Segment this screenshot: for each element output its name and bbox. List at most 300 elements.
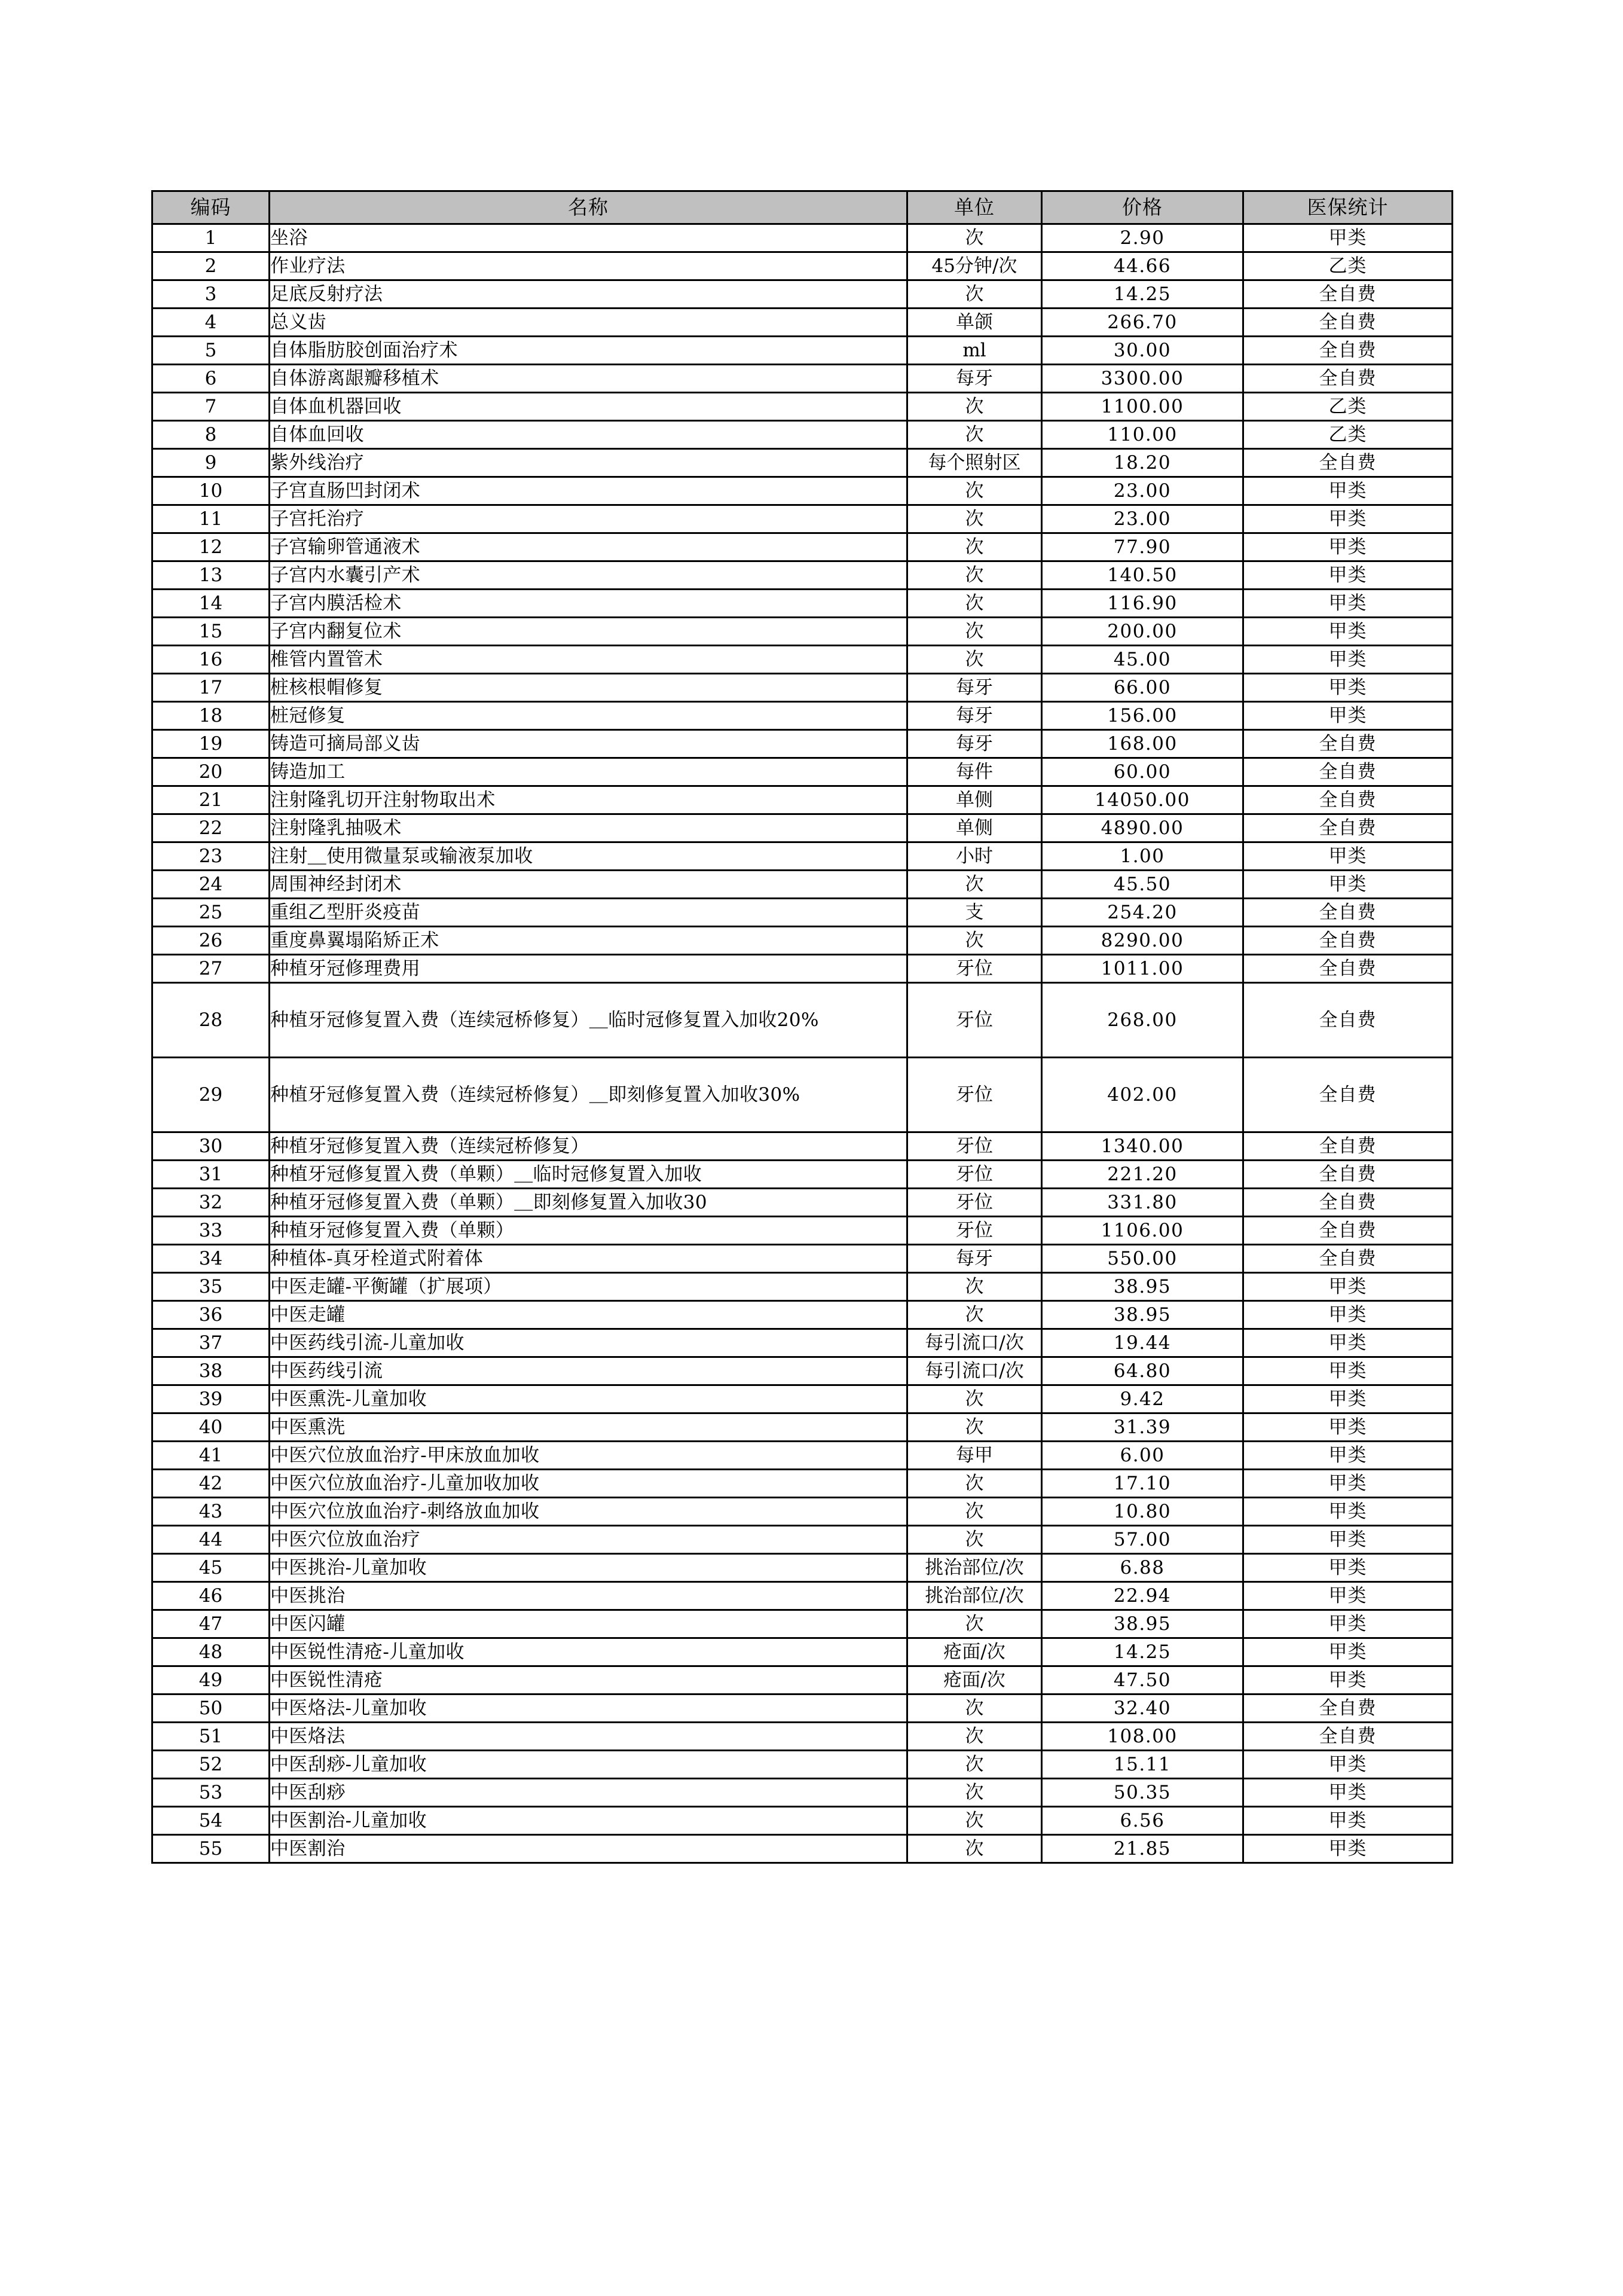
cell-insurance-category: 全自费 — [1243, 955, 1453, 983]
column-header-insurance-category: 医保统计 — [1243, 191, 1453, 224]
cell-insurance-category: 甲类 — [1243, 561, 1453, 590]
cell-name: 中医烙法 — [270, 1723, 907, 1751]
cell-name: 重组乙型肝炎疫苗 — [270, 899, 907, 927]
cell-unit: 牙位 — [907, 955, 1042, 983]
cell-unit: 次 — [907, 871, 1042, 899]
cell-code: 55 — [152, 1835, 270, 1863]
cell-code: 19 — [152, 730, 270, 758]
cell-code: 33 — [152, 1217, 270, 1245]
table-header-row — [152, 191, 1453, 224]
cell-price: 19.44 — [1042, 1329, 1243, 1357]
table-row — [152, 927, 1453, 955]
cell-name: 子宫直肠凹封闭术 — [270, 477, 907, 505]
cell-price: 64.80 — [1042, 1357, 1243, 1385]
cell-name: 中医割治-儿童加收 — [270, 1807, 907, 1835]
table-row — [152, 899, 1453, 927]
table-row — [152, 505, 1453, 533]
cell-code: 35 — [152, 1273, 270, 1301]
cell-name: 中医锐性清疮 — [270, 1666, 907, 1694]
cell-name: 注射隆乳抽吸术 — [270, 814, 907, 842]
price-list-table-container — [151, 190, 1451, 1864]
cell-unit: ml — [907, 337, 1042, 365]
cell-unit: 次 — [907, 1301, 1042, 1329]
cell-name: 中医熏洗-儿童加收 — [270, 1385, 907, 1413]
cell-price: 15.11 — [1042, 1751, 1243, 1779]
cell-name: 中医药线引流 — [270, 1357, 907, 1385]
column-header-price: 价格 — [1042, 191, 1243, 224]
cell-name: 重度鼻翼塌陷矫正术 — [270, 927, 907, 955]
cell-name: 中医走罐 — [270, 1301, 907, 1329]
cell-name: 中医熏洗 — [270, 1413, 907, 1442]
table-row — [152, 1582, 1453, 1610]
cell-price: 44.66 — [1042, 252, 1243, 280]
cell-code: 53 — [152, 1779, 270, 1807]
cell-name: 中医割治 — [270, 1835, 907, 1863]
cell-insurance-category: 甲类 — [1243, 1582, 1453, 1610]
table-row — [152, 618, 1453, 646]
cell-name: 中医药线引流-儿童加收 — [270, 1329, 907, 1357]
cell-insurance-category: 全自费 — [1243, 1245, 1453, 1273]
cell-insurance-category: 全自费 — [1243, 1217, 1453, 1245]
cell-price: 550.00 — [1042, 1245, 1243, 1273]
cell-price: 1.00 — [1042, 842, 1243, 871]
cell-price: 66.00 — [1042, 674, 1243, 702]
cell-price: 14.25 — [1042, 1638, 1243, 1666]
table-row — [152, 309, 1453, 337]
cell-code: 47 — [152, 1610, 270, 1638]
cell-price: 77.90 — [1042, 533, 1243, 561]
cell-price: 38.95 — [1042, 1301, 1243, 1329]
cell-code: 31 — [152, 1161, 270, 1189]
cell-insurance-category: 全自费 — [1243, 786, 1453, 814]
cell-insurance-category: 全自费 — [1243, 1694, 1453, 1723]
cell-name: 中医刮痧-儿童加收 — [270, 1751, 907, 1779]
medical-price-list-table — [151, 190, 1453, 1864]
table-row — [152, 280, 1453, 309]
cell-unit: 次 — [907, 590, 1042, 618]
table-row — [152, 533, 1453, 561]
table-row — [152, 983, 1453, 1058]
cell-code: 9 — [152, 449, 270, 477]
cell-code: 2 — [152, 252, 270, 280]
table-row — [152, 449, 1453, 477]
cell-name: 椎管内置管术 — [270, 646, 907, 674]
cell-price: 45.00 — [1042, 646, 1243, 674]
column-header-unit: 单位 — [907, 191, 1042, 224]
cell-unit: 牙位 — [907, 983, 1042, 1058]
cell-insurance-category: 甲类 — [1243, 1357, 1453, 1385]
cell-name: 种植牙冠修理费用 — [270, 955, 907, 983]
cell-unit: 单侧 — [907, 814, 1042, 842]
cell-name: 中医刮痧 — [270, 1779, 907, 1807]
cell-unit: 支 — [907, 899, 1042, 927]
cell-price: 38.95 — [1042, 1273, 1243, 1301]
table-row — [152, 786, 1453, 814]
cell-unit: 次 — [907, 1779, 1042, 1807]
cell-name: 中医穴位放血治疗-儿童加收加收 — [270, 1470, 907, 1498]
cell-name: 中医烙法-儿童加收 — [270, 1694, 907, 1723]
cell-unit: 次 — [907, 1498, 1042, 1526]
cell-name: 种植牙冠修复置入费（连续冠桥修复） — [270, 1132, 907, 1161]
cell-price: 2.90 — [1042, 224, 1243, 252]
cell-unit: 每牙 — [907, 702, 1042, 730]
cell-code: 43 — [152, 1498, 270, 1526]
cell-name: 总义齿 — [270, 309, 907, 337]
cell-name: 注射隆乳切开注射物取出术 — [270, 786, 907, 814]
cell-price: 331.80 — [1042, 1189, 1243, 1217]
cell-insurance-category: 甲类 — [1243, 505, 1453, 533]
cell-insurance-category: 甲类 — [1243, 842, 1453, 871]
cell-code: 29 — [152, 1058, 270, 1132]
cell-insurance-category: 全自费 — [1243, 1132, 1453, 1161]
cell-insurance-category: 甲类 — [1243, 1638, 1453, 1666]
cell-name: 周围神经封闭术 — [270, 871, 907, 899]
cell-code: 20 — [152, 758, 270, 786]
cell-price: 30.00 — [1042, 337, 1243, 365]
cell-unit: 次 — [907, 1610, 1042, 1638]
cell-code: 37 — [152, 1329, 270, 1357]
cell-price: 6.88 — [1042, 1554, 1243, 1582]
cell-name: 中医穴位放血治疗 — [270, 1526, 907, 1554]
cell-unit: 每牙 — [907, 730, 1042, 758]
table-row — [152, 1161, 1453, 1189]
cell-unit: 次 — [907, 1694, 1042, 1723]
cell-unit: 单侧 — [907, 786, 1042, 814]
table-row — [152, 674, 1453, 702]
cell-insurance-category: 甲类 — [1243, 618, 1453, 646]
table-row — [152, 1526, 1453, 1554]
cell-price: 3300.00 — [1042, 365, 1243, 393]
cell-price: 8290.00 — [1042, 927, 1243, 955]
cell-code: 30 — [152, 1132, 270, 1161]
cell-code: 15 — [152, 618, 270, 646]
cell-unit: 次 — [907, 1751, 1042, 1779]
cell-insurance-category: 甲类 — [1243, 224, 1453, 252]
cell-price: 110.00 — [1042, 421, 1243, 449]
cell-insurance-category: 全自费 — [1243, 983, 1453, 1058]
table-row — [152, 1217, 1453, 1245]
cell-insurance-category: 乙类 — [1243, 393, 1453, 421]
table-row — [152, 393, 1453, 421]
table-row — [152, 421, 1453, 449]
table-row — [152, 1273, 1453, 1301]
table-row — [152, 702, 1453, 730]
cell-unit: 次 — [907, 646, 1042, 674]
cell-price: 1106.00 — [1042, 1217, 1243, 1245]
cell-price: 4890.00 — [1042, 814, 1243, 842]
cell-insurance-category: 甲类 — [1243, 1807, 1453, 1835]
cell-name: 坐浴 — [270, 224, 907, 252]
table-row — [152, 842, 1453, 871]
table-body — [152, 224, 1453, 1863]
cell-name: 子宫内膜活检术 — [270, 590, 907, 618]
cell-price: 18.20 — [1042, 449, 1243, 477]
cell-price: 38.95 — [1042, 1610, 1243, 1638]
cell-unit: 牙位 — [907, 1058, 1042, 1132]
table-row — [152, 1498, 1453, 1526]
cell-code: 5 — [152, 337, 270, 365]
table-row — [152, 1385, 1453, 1413]
cell-name: 中医穴位放血治疗-甲床放血加收 — [270, 1442, 907, 1470]
cell-unit: 次 — [907, 1413, 1042, 1442]
cell-name: 自体脂肪胶创面治疗术 — [270, 337, 907, 365]
cell-insurance-category: 甲类 — [1243, 1610, 1453, 1638]
cell-code: 22 — [152, 814, 270, 842]
cell-insurance-category: 甲类 — [1243, 1273, 1453, 1301]
table-row — [152, 1058, 1453, 1132]
cell-code: 7 — [152, 393, 270, 421]
cell-code: 11 — [152, 505, 270, 533]
cell-price: 9.42 — [1042, 1385, 1243, 1413]
cell-unit: 次 — [907, 1385, 1042, 1413]
cell-code: 12 — [152, 533, 270, 561]
cell-code: 39 — [152, 1385, 270, 1413]
table-row — [152, 1666, 1453, 1694]
cell-price: 221.20 — [1042, 1161, 1243, 1189]
table-row — [152, 1835, 1453, 1863]
cell-price: 168.00 — [1042, 730, 1243, 758]
cell-unit: 次 — [907, 1470, 1042, 1498]
cell-price: 57.00 — [1042, 1526, 1243, 1554]
cell-insurance-category: 全自费 — [1243, 309, 1453, 337]
cell-insurance-category: 甲类 — [1243, 1498, 1453, 1526]
cell-unit: 次 — [907, 561, 1042, 590]
cell-insurance-category: 全自费 — [1243, 449, 1453, 477]
table-row — [152, 1470, 1453, 1498]
cell-price: 254.20 — [1042, 899, 1243, 927]
cell-price: 6.56 — [1042, 1807, 1243, 1835]
cell-price: 266.70 — [1042, 309, 1243, 337]
table-row — [152, 337, 1453, 365]
cell-unit: 次 — [907, 477, 1042, 505]
cell-unit: 45分钟/次 — [907, 252, 1042, 280]
cell-code: 4 — [152, 309, 270, 337]
cell-unit: 次 — [907, 927, 1042, 955]
cell-insurance-category: 甲类 — [1243, 1413, 1453, 1442]
cell-price: 140.50 — [1042, 561, 1243, 590]
cell-insurance-category: 乙类 — [1243, 421, 1453, 449]
table-row — [152, 814, 1453, 842]
cell-price: 6.00 — [1042, 1442, 1243, 1470]
cell-insurance-category: 全自费 — [1243, 730, 1453, 758]
cell-insurance-category: 全自费 — [1243, 814, 1453, 842]
table-row — [152, 730, 1453, 758]
cell-insurance-category: 全自费 — [1243, 758, 1453, 786]
cell-insurance-category: 甲类 — [1243, 1329, 1453, 1357]
cell-unit: 次 — [907, 1273, 1042, 1301]
cell-name: 种植牙冠修复置入费（单颗）＿即刻修复置入加收30 — [270, 1189, 907, 1217]
cell-name: 种植牙冠修复置入费（单颗） — [270, 1217, 907, 1245]
cell-price: 116.90 — [1042, 590, 1243, 618]
cell-insurance-category: 甲类 — [1243, 646, 1453, 674]
cell-unit: 次 — [907, 505, 1042, 533]
table-row — [152, 1189, 1453, 1217]
cell-unit: 次 — [907, 280, 1042, 309]
cell-insurance-category: 甲类 — [1243, 1526, 1453, 1554]
cell-unit: 每引流口/次 — [907, 1357, 1042, 1385]
table-row — [152, 1610, 1453, 1638]
cell-code: 17 — [152, 674, 270, 702]
table-row — [152, 1329, 1453, 1357]
cell-price: 50.35 — [1042, 1779, 1243, 1807]
cell-code: 21 — [152, 786, 270, 814]
column-header-code: 编码 — [152, 191, 270, 224]
cell-insurance-category: 甲类 — [1243, 1751, 1453, 1779]
table-row — [152, 1301, 1453, 1329]
cell-price: 108.00 — [1042, 1723, 1243, 1751]
cell-unit: 每甲 — [907, 1442, 1042, 1470]
cell-unit: 挑治部位/次 — [907, 1554, 1042, 1582]
table-row — [152, 1413, 1453, 1442]
cell-unit: 疮面/次 — [907, 1666, 1042, 1694]
cell-code: 36 — [152, 1301, 270, 1329]
cell-code: 6 — [152, 365, 270, 393]
cell-code: 49 — [152, 1666, 270, 1694]
cell-code: 23 — [152, 842, 270, 871]
table-row — [152, 224, 1453, 252]
cell-code: 14 — [152, 590, 270, 618]
cell-unit: 牙位 — [907, 1132, 1042, 1161]
cell-insurance-category: 全自费 — [1243, 927, 1453, 955]
cell-code: 48 — [152, 1638, 270, 1666]
cell-unit: 每件 — [907, 758, 1042, 786]
cell-name: 足底反射疗法 — [270, 280, 907, 309]
cell-insurance-category: 全自费 — [1243, 899, 1453, 927]
cell-unit: 次 — [907, 1807, 1042, 1835]
cell-price: 17.10 — [1042, 1470, 1243, 1498]
table-row — [152, 1694, 1453, 1723]
table-row — [152, 1132, 1453, 1161]
cell-unit: 每牙 — [907, 1245, 1042, 1273]
cell-insurance-category: 甲类 — [1243, 1835, 1453, 1863]
cell-name: 子宫输卵管通液术 — [270, 533, 907, 561]
cell-price: 1340.00 — [1042, 1132, 1243, 1161]
column-header-name: 名称 — [270, 191, 907, 224]
cell-code: 24 — [152, 871, 270, 899]
cell-price: 22.94 — [1042, 1582, 1243, 1610]
table-header — [152, 191, 1453, 224]
cell-name: 自体游离龈瓣移植术 — [270, 365, 907, 393]
cell-code: 26 — [152, 927, 270, 955]
cell-name: 自体血机器回收 — [270, 393, 907, 421]
cell-name: 桩冠修复 — [270, 702, 907, 730]
cell-code: 13 — [152, 561, 270, 590]
cell-unit: 次 — [907, 1723, 1042, 1751]
cell-code: 54 — [152, 1807, 270, 1835]
cell-price: 200.00 — [1042, 618, 1243, 646]
cell-name: 子宫内水囊引产术 — [270, 561, 907, 590]
table-row — [152, 1807, 1453, 1835]
cell-insurance-category: 甲类 — [1243, 477, 1453, 505]
cell-unit: 每牙 — [907, 365, 1042, 393]
cell-code: 51 — [152, 1723, 270, 1751]
cell-name: 注射＿使用微量泵或输液泵加收 — [270, 842, 907, 871]
cell-insurance-category: 甲类 — [1243, 1554, 1453, 1582]
cell-code: 46 — [152, 1582, 270, 1610]
cell-code: 52 — [152, 1751, 270, 1779]
table-row — [152, 1723, 1453, 1751]
table-row — [152, 590, 1453, 618]
cell-price: 14.25 — [1042, 280, 1243, 309]
table-row — [152, 1245, 1453, 1273]
table-row — [152, 365, 1453, 393]
cell-name: 中医挑治 — [270, 1582, 907, 1610]
table-row — [152, 955, 1453, 983]
cell-price: 1100.00 — [1042, 393, 1243, 421]
cell-insurance-category: 乙类 — [1243, 252, 1453, 280]
cell-unit: 单颌 — [907, 309, 1042, 337]
cell-insurance-category: 甲类 — [1243, 1385, 1453, 1413]
cell-price: 23.00 — [1042, 505, 1243, 533]
cell-code: 40 — [152, 1413, 270, 1442]
table-row — [152, 758, 1453, 786]
cell-insurance-category: 甲类 — [1243, 1301, 1453, 1329]
cell-price: 21.85 — [1042, 1835, 1243, 1863]
cell-unit: 牙位 — [907, 1161, 1042, 1189]
cell-price: 14050.00 — [1042, 786, 1243, 814]
cell-code: 18 — [152, 702, 270, 730]
cell-name: 子宫托治疗 — [270, 505, 907, 533]
cell-name: 铸造可摘局部义齿 — [270, 730, 907, 758]
cell-insurance-category: 甲类 — [1243, 1470, 1453, 1498]
cell-price: 23.00 — [1042, 477, 1243, 505]
cell-insurance-category: 全自费 — [1243, 280, 1453, 309]
cell-price: 45.50 — [1042, 871, 1243, 899]
cell-unit: 牙位 — [907, 1189, 1042, 1217]
cell-name: 铸造加工 — [270, 758, 907, 786]
cell-insurance-category: 甲类 — [1243, 1779, 1453, 1807]
table-row — [152, 1357, 1453, 1385]
table-row — [152, 871, 1453, 899]
cell-name: 子宫内翻复位术 — [270, 618, 907, 646]
cell-code: 28 — [152, 983, 270, 1058]
cell-unit: 每个照射区 — [907, 449, 1042, 477]
cell-price: 31.39 — [1042, 1413, 1243, 1442]
cell-price: 32.40 — [1042, 1694, 1243, 1723]
table-row — [152, 646, 1453, 674]
cell-name: 种植体-真牙栓道式附着体 — [270, 1245, 907, 1273]
cell-code: 32 — [152, 1189, 270, 1217]
cell-code: 3 — [152, 280, 270, 309]
cell-name: 种植牙冠修复置入费（连续冠桥修复）＿即刻修复置入加收30% — [270, 1058, 907, 1132]
table-row — [152, 561, 1453, 590]
cell-unit: 次 — [907, 533, 1042, 561]
cell-insurance-category: 甲类 — [1243, 1442, 1453, 1470]
cell-unit: 次 — [907, 618, 1042, 646]
cell-name: 种植牙冠修复置入费（单颗）＿临时冠修复置入加收 — [270, 1161, 907, 1189]
cell-price: 402.00 — [1042, 1058, 1243, 1132]
cell-insurance-category: 全自费 — [1243, 1189, 1453, 1217]
cell-name: 紫外线治疗 — [270, 449, 907, 477]
cell-unit: 次 — [907, 393, 1042, 421]
cell-insurance-category: 甲类 — [1243, 1666, 1453, 1694]
cell-name: 中医挑治-儿童加收 — [270, 1554, 907, 1582]
cell-code: 8 — [152, 421, 270, 449]
table-row — [152, 477, 1453, 505]
cell-unit: 疮面/次 — [907, 1638, 1042, 1666]
cell-unit: 次 — [907, 224, 1042, 252]
cell-price: 156.00 — [1042, 702, 1243, 730]
cell-insurance-category: 甲类 — [1243, 533, 1453, 561]
cell-code: 42 — [152, 1470, 270, 1498]
cell-insurance-category: 甲类 — [1243, 674, 1453, 702]
cell-insurance-category: 甲类 — [1243, 590, 1453, 618]
table-row — [152, 1779, 1453, 1807]
table-row — [152, 252, 1453, 280]
cell-code: 1 — [152, 224, 270, 252]
cell-unit: 次 — [907, 421, 1042, 449]
cell-price: 268.00 — [1042, 983, 1243, 1058]
